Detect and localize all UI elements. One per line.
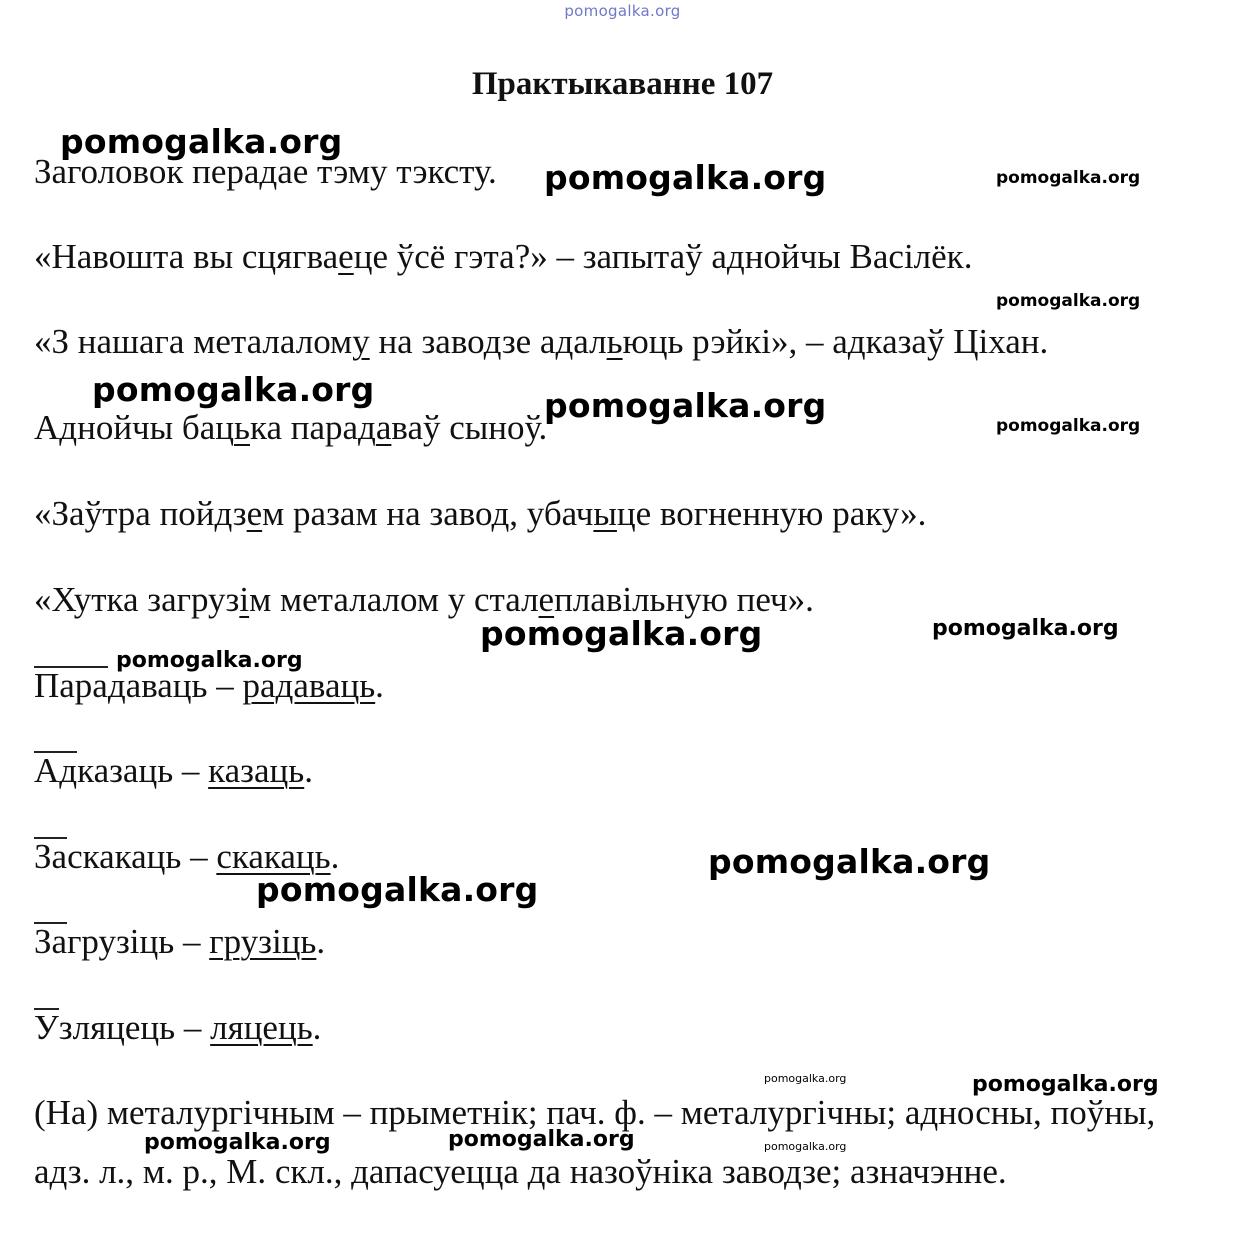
prefix: Пара [34, 666, 108, 705]
text-line-6: «Хутка загрузім металалом у сталеплавільную печ». [34, 580, 814, 619]
underlined-letter: е [538, 580, 555, 619]
page-title: Практыкаванне 107 [471, 66, 774, 102]
text-line-1: Заголовок перадае тэму тэксту. [34, 152, 497, 191]
text-line-2: «Навошта вы сцягваеце ўсё гэта?» – запытаў аднойчы Васілёк. [34, 237, 973, 276]
underlined-letter: е [338, 237, 354, 276]
root-word: грузіць [209, 922, 317, 961]
watermark[interactable]: pomogalka.org [544, 158, 827, 197]
root-word: ляцець [210, 1008, 313, 1047]
watermark[interactable]: pomogalka.org [116, 648, 303, 673]
word-formation-3: Заскакаць – скакаць. [34, 837, 340, 876]
underlined-letter: у [352, 322, 370, 361]
watermark[interactable]: pomogalka.org [544, 386, 827, 425]
analysis-line-2: адз. л., м. р., М. скл., дапасуецца да назоўніка заводзе; азначэнне. [34, 1152, 1007, 1191]
underlined-letter: е [246, 494, 263, 533]
watermark[interactable]: pomogalka.org [932, 616, 1119, 641]
root-word: скакаць [216, 837, 331, 876]
watermark[interactable]: pomogalka.org [708, 842, 991, 881]
watermark[interactable]: pomogalka.org [972, 1072, 1159, 1097]
underlined-letter: ы [593, 494, 617, 533]
underlined-letter: а [375, 408, 392, 447]
watermark[interactable]: pomogalka.org [144, 1130, 331, 1155]
word-formation-5: Узляцець – ляцець. [34, 1008, 322, 1047]
watermark[interactable]: pomogalka.org [60, 122, 343, 161]
text-line-4: Аднойчы бацька парадаваў сыноў. [34, 408, 548, 447]
top-watermark[interactable]: pomogalka.org [564, 2, 681, 20]
watermark[interactable]: pomogalka.org [996, 291, 1141, 311]
word-formation-1: Парадаваць – радаваць. [34, 666, 384, 705]
root-word: радаваць [242, 666, 376, 705]
watermark[interactable]: pomogalka.org [764, 1072, 847, 1085]
watermark[interactable]: pomogalka.org [996, 416, 1141, 436]
underlined-letter: і [239, 580, 250, 619]
watermark[interactable]: pomogalka.org [448, 1127, 635, 1152]
root-word: казаць [208, 751, 305, 790]
prefix: За [34, 922, 68, 961]
prefix: У [34, 1008, 59, 1047]
word-formation-2: Адказаць – казаць. [34, 751, 313, 790]
watermark[interactable]: pomogalka.org [92, 370, 375, 409]
analysis-line-1: (На) металургічным – прыметнік; пач. ф. – металургічны; адносны, поўны, [34, 1093, 1156, 1132]
watermark[interactable]: pomogalka.org [996, 168, 1141, 188]
prefix: Ад [34, 751, 78, 790]
prefix: За [34, 837, 68, 876]
underlined-letter: ь [234, 408, 250, 447]
text-line-3: «З нашага металалому на заводзе адальюць рэйкі», – адказаў Ціхан. [34, 322, 1049, 361]
word-formation-4: Загрузіць – грузіць. [34, 922, 326, 961]
text-line-5: «Заўтра пойдзем разам на завод, убачыце вогненную раку». [34, 494, 927, 533]
underlined-letter: ь [606, 322, 623, 361]
watermark[interactable]: pomogalka.org [480, 614, 763, 653]
watermark[interactable]: pomogalka.org [764, 1140, 847, 1153]
watermark[interactable]: pomogalka.org [256, 870, 539, 909]
